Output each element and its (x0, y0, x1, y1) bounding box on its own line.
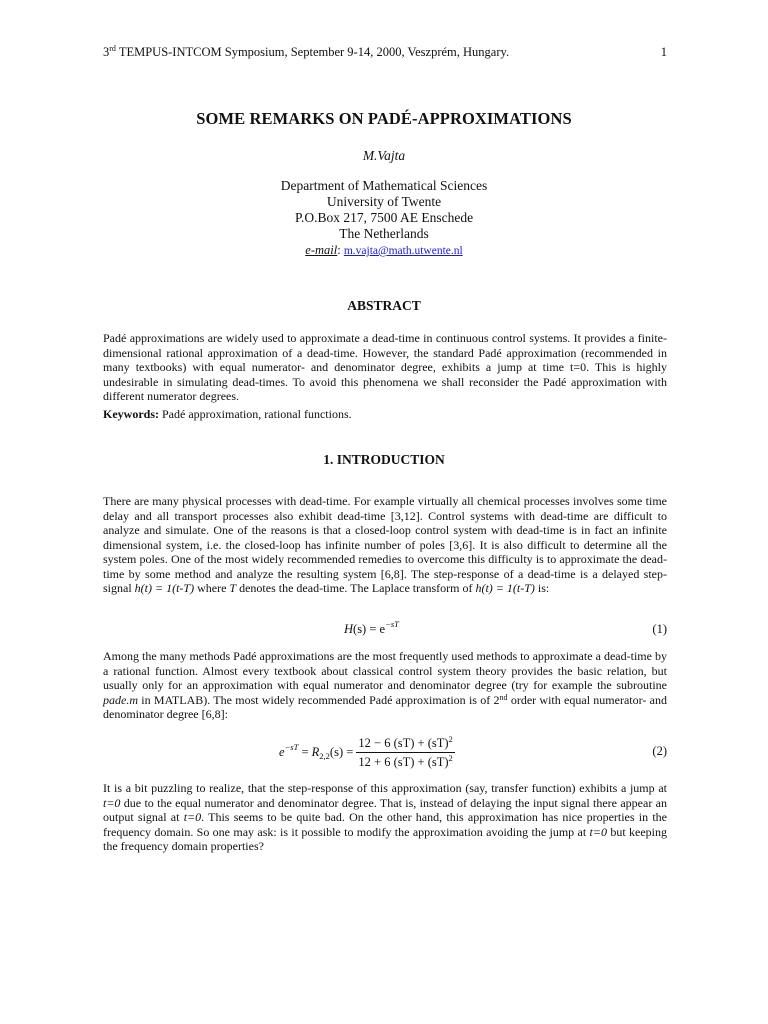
affiliation-university: University of Twente (326, 194, 442, 209)
eq1-lhs: H (344, 622, 354, 636)
eq2-r-symbol: R (311, 744, 320, 759)
abstract-text: Padé approximations are widely used to approximate a dead-time in continuous control systems. It provides a finite-dimensional rational approximation of a dead-time. However, the standard Padé approximation (recommended in many textbooks) with equal numerator- and denominator degree, exhibits a jump at time t=0. This is highly undesirable in simulating dead-times. To avoid this phenomena we shall reconsider the Padé approximation with different numerator degrees. (103, 331, 667, 403)
eq1-arg: (s) = e (353, 622, 386, 636)
equation-2-body (279, 736, 455, 770)
eq2-denominator-exponent: 2 (448, 753, 453, 763)
equation-1-number: (1) (652, 622, 667, 636)
intro-p1-text-a: There are many physical processes with dead-time. For example virtually all chemical processes involves some time delay and all transport processes also exhibit dead-time [3,12]. Control systems with dead-time are difficult to analyze and simulate. One of the reasons is that a closed-loop control system with dead-time is in fact an infinite dimensional system, i.e. the closed-loop has infinite number of poles [3,6]. It is also difficult to determine all the system poles. One of the most widely recommended remedies to overcome this difficulty is to approximate the dead-time by some method and analyze the resulting system [6,8]. The step-response of a dead-time is a delayed step-signal (103, 494, 667, 595)
email-row (0, 242, 768, 259)
affiliation-block (0, 178, 768, 259)
intro-p2-text-c: order with equal numerator- and denominator degree [6,8]: (103, 692, 667, 721)
intro-p2-routine: pade.m (103, 692, 138, 707)
intro-p3-text-c: . This seems to be quite bad. On the other hand, this approximation has nice properties in the frequency domain. So one may ask: is it possible to modify the approximation avoiding the jump at (103, 810, 668, 839)
equation-1 (103, 619, 667, 640)
keywords-value: Padé approximation, rational functions. (162, 407, 352, 421)
intro-p2-text-b: in MATLAB). The most widely recommended Padé approximation is of 2 (138, 692, 500, 707)
introduction-heading: 1. INTRODUCTION (323, 452, 445, 467)
paper-title: SOME REMARKS ON PADÉ-APPROXIMATIONS (196, 109, 572, 128)
affiliation-address: P.O.Box 217, 7500 AE Enschede (294, 210, 474, 225)
intro-p1-formula-b: h(t) = 1(t-T) (475, 581, 535, 595)
affiliation-country: The Netherlands (339, 226, 429, 241)
email-link[interactable]: m.vajta@math.utwente.nl (343, 245, 463, 257)
eq2-equals-a: = (298, 744, 312, 759)
intro-p3-text-a: It is a bit puzzling to realize, that the step-response of this approximation (say, transfer function) exhibits a jump at (103, 781, 667, 795)
conference-name: TEMPUS-INTCOM Symposium, September 9-14, 2000, Veszprém, Hungary. (118, 45, 510, 59)
eq2-r-subscript: 2,2 (319, 750, 330, 761)
equation-2 (103, 734, 667, 770)
email-label: e-mail (305, 243, 338, 257)
eq2-denominator-text: 12 + 6 (sT) + (sT) (358, 755, 449, 769)
author-name: M.Vajta (362, 148, 406, 163)
intro-p1-text-b: where (194, 581, 230, 595)
abstract-heading: ABSTRACT (347, 298, 421, 313)
eq2-lhs-exponent: −sT (284, 741, 299, 752)
email-separator: : (337, 243, 341, 257)
keywords-label: Keywords: (103, 407, 159, 421)
conference-line (103, 44, 509, 60)
page-number: 1 (660, 45, 667, 59)
intro-p1-text-d: is: (534, 581, 550, 595)
eq2-fraction (356, 736, 454, 770)
intro-p3-t0-c: t=0 (589, 824, 607, 839)
intro-p3-t0-a: t=0 (103, 795, 121, 810)
intro-paragraph-2 (103, 649, 667, 722)
intro-paragraph-1 (103, 494, 667, 596)
eq2-denominator (356, 753, 454, 770)
conference-ordinal-suffix: rd (109, 44, 116, 53)
affiliation-department: Department of Mathematical Sciences (280, 178, 488, 193)
intro-p1-symbol-t: T (229, 581, 237, 595)
conference-ordinal: 3 (103, 45, 110, 59)
intro-p3-t0-b: t=0 (183, 810, 202, 824)
intro-p3-text-b: due to the equal numerator and denominator degree. That is, instead of delaying the input signal there appear an output signal at (103, 795, 667, 824)
eq2-numerator-text: 12 − 6 (sT) + (sT) (358, 736, 449, 750)
eq2-numerator-exponent: 2 (448, 734, 453, 744)
eq2-r-argument: (s) = (329, 744, 357, 759)
intro-p1-formula-a: h(t) = 1(t-T) (134, 581, 195, 595)
intro-p1-text-c: denotes the dead-time. The Laplace transform of (236, 581, 476, 595)
intro-paragraph-3 (103, 781, 667, 854)
intro-p2-ordinal-suffix: nd (499, 692, 508, 702)
eq2-lhs-base: e (279, 744, 285, 759)
intro-p3-text-d: but keeping the frequency domain properties? (103, 824, 667, 853)
eq2-numerator (356, 736, 454, 753)
equation-1-body (344, 619, 399, 637)
equation-2-number: (2) (652, 744, 667, 758)
intro-p2-text-a: Among the many methods Padé approximations are the most frequently used methods to approximate a dead-time by a rational function. Almost every textbook about classical control system theory provides the basic relation, but usually only for an approximation with equal numerator and denominator degree (try for example the subroutine (103, 649, 667, 692)
keywords-line (103, 407, 667, 422)
eq1-exponent: −sT (385, 619, 399, 629)
